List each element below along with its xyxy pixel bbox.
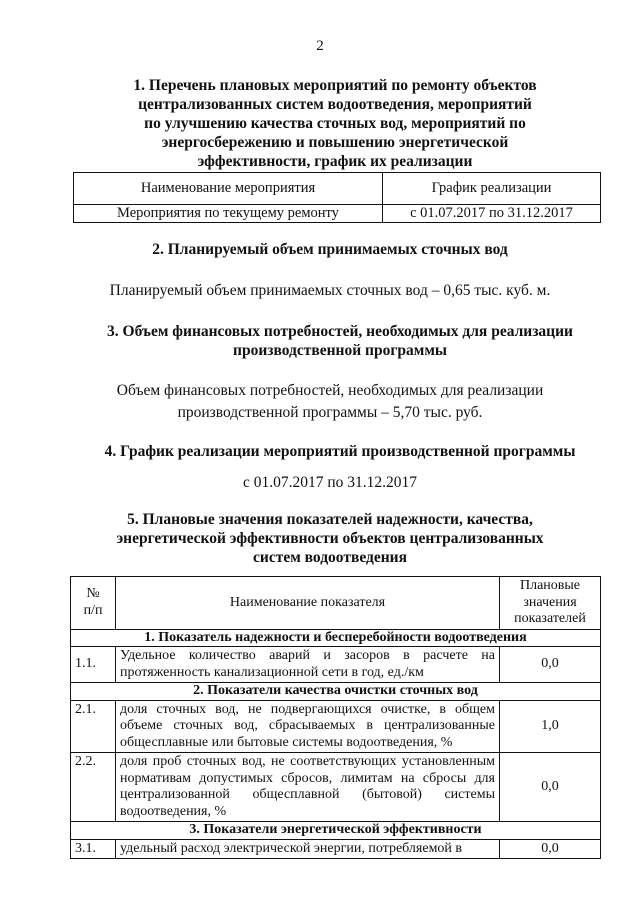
- indicators-table: [70, 576, 601, 859]
- activity-name-cell: Мероприятия по текущему ремонту: [74, 205, 383, 223]
- activity-period-cell: с 01.07.2017 по 31.12.2017: [383, 205, 601, 223]
- table-row: 2.2. доля проб сточных вод, не соответствующих установленным нормативам допустимых сбросов, лимитам на сбросы для централизованной общесплавной (бытовой) системы водоотведения, % 0,0: [71, 753, 601, 822]
- table-row: 2.1. доля сточных вод, не подвергающихся очистке, в общем объеме сточных вод, сбрасываемых в централизованные общесплавные или бытовые системы водоотведения, % 1,0: [71, 700, 601, 753]
- header-number: № п/п: [71, 577, 116, 630]
- section3-text: Объем финансовых потребностей, необходимых для реализации производственной программы – 5,70 тыс. руб.: [116, 382, 544, 421]
- page-number: 2: [316, 38, 324, 54]
- section3-title: 3. Объем финансовых потребностей, необходимых для реализации производственной программы: [107, 323, 573, 359]
- section2-title: 2. Планируемый объем принимаемых сточных вод: [152, 241, 508, 258]
- section4-title: 4. График реализации мероприятий производственной программы: [104, 443, 576, 460]
- section5-title: 5. Плановые значения показателей надежности, качества, энергетической эффективности объектов централизованных систем водоотведения: [116, 511, 544, 566]
- table-row: 3.1. удельный расход электрической энергии, потребляемой в 0,0: [71, 839, 601, 859]
- section-row-reliability: 1. Показатель надежности и бесперебойности водоотведения: [71, 629, 601, 647]
- header-planned-values: Плановые значения показателей: [500, 577, 601, 630]
- col-schedule: График реализации: [383, 173, 601, 205]
- section1-title: 1. Перечень плановых мероприятий по ремонту объектов централизованных систем водоотведения, мероприятий по улучшению качества сточных вод, мероприятий по энергосбережению и повышению энергетической эффективности, график их реализации: [133, 77, 537, 170]
- section2-text: Планируемый объем принимаемых сточных вод – 0,65 тыс. куб. м.: [109, 282, 551, 299]
- table-row: 1.1. Удельное количество аварий и засоров в расчете на протяженность канализационной сети в год, ед./км 0,0: [71, 647, 601, 683]
- header-indicator-name: Наименование показателя: [116, 577, 500, 630]
- section4-text: с 01.07.2017 по 31.12.2017: [242, 474, 418, 491]
- section-row-energy: 3. Показатели энергетической эффективности: [71, 822, 601, 840]
- activities-table: [73, 172, 601, 223]
- col-activity-name: Наименование мероприятия: [74, 173, 383, 205]
- section-row-quality: 2. Показатели качества очистки сточных вод: [71, 683, 601, 701]
